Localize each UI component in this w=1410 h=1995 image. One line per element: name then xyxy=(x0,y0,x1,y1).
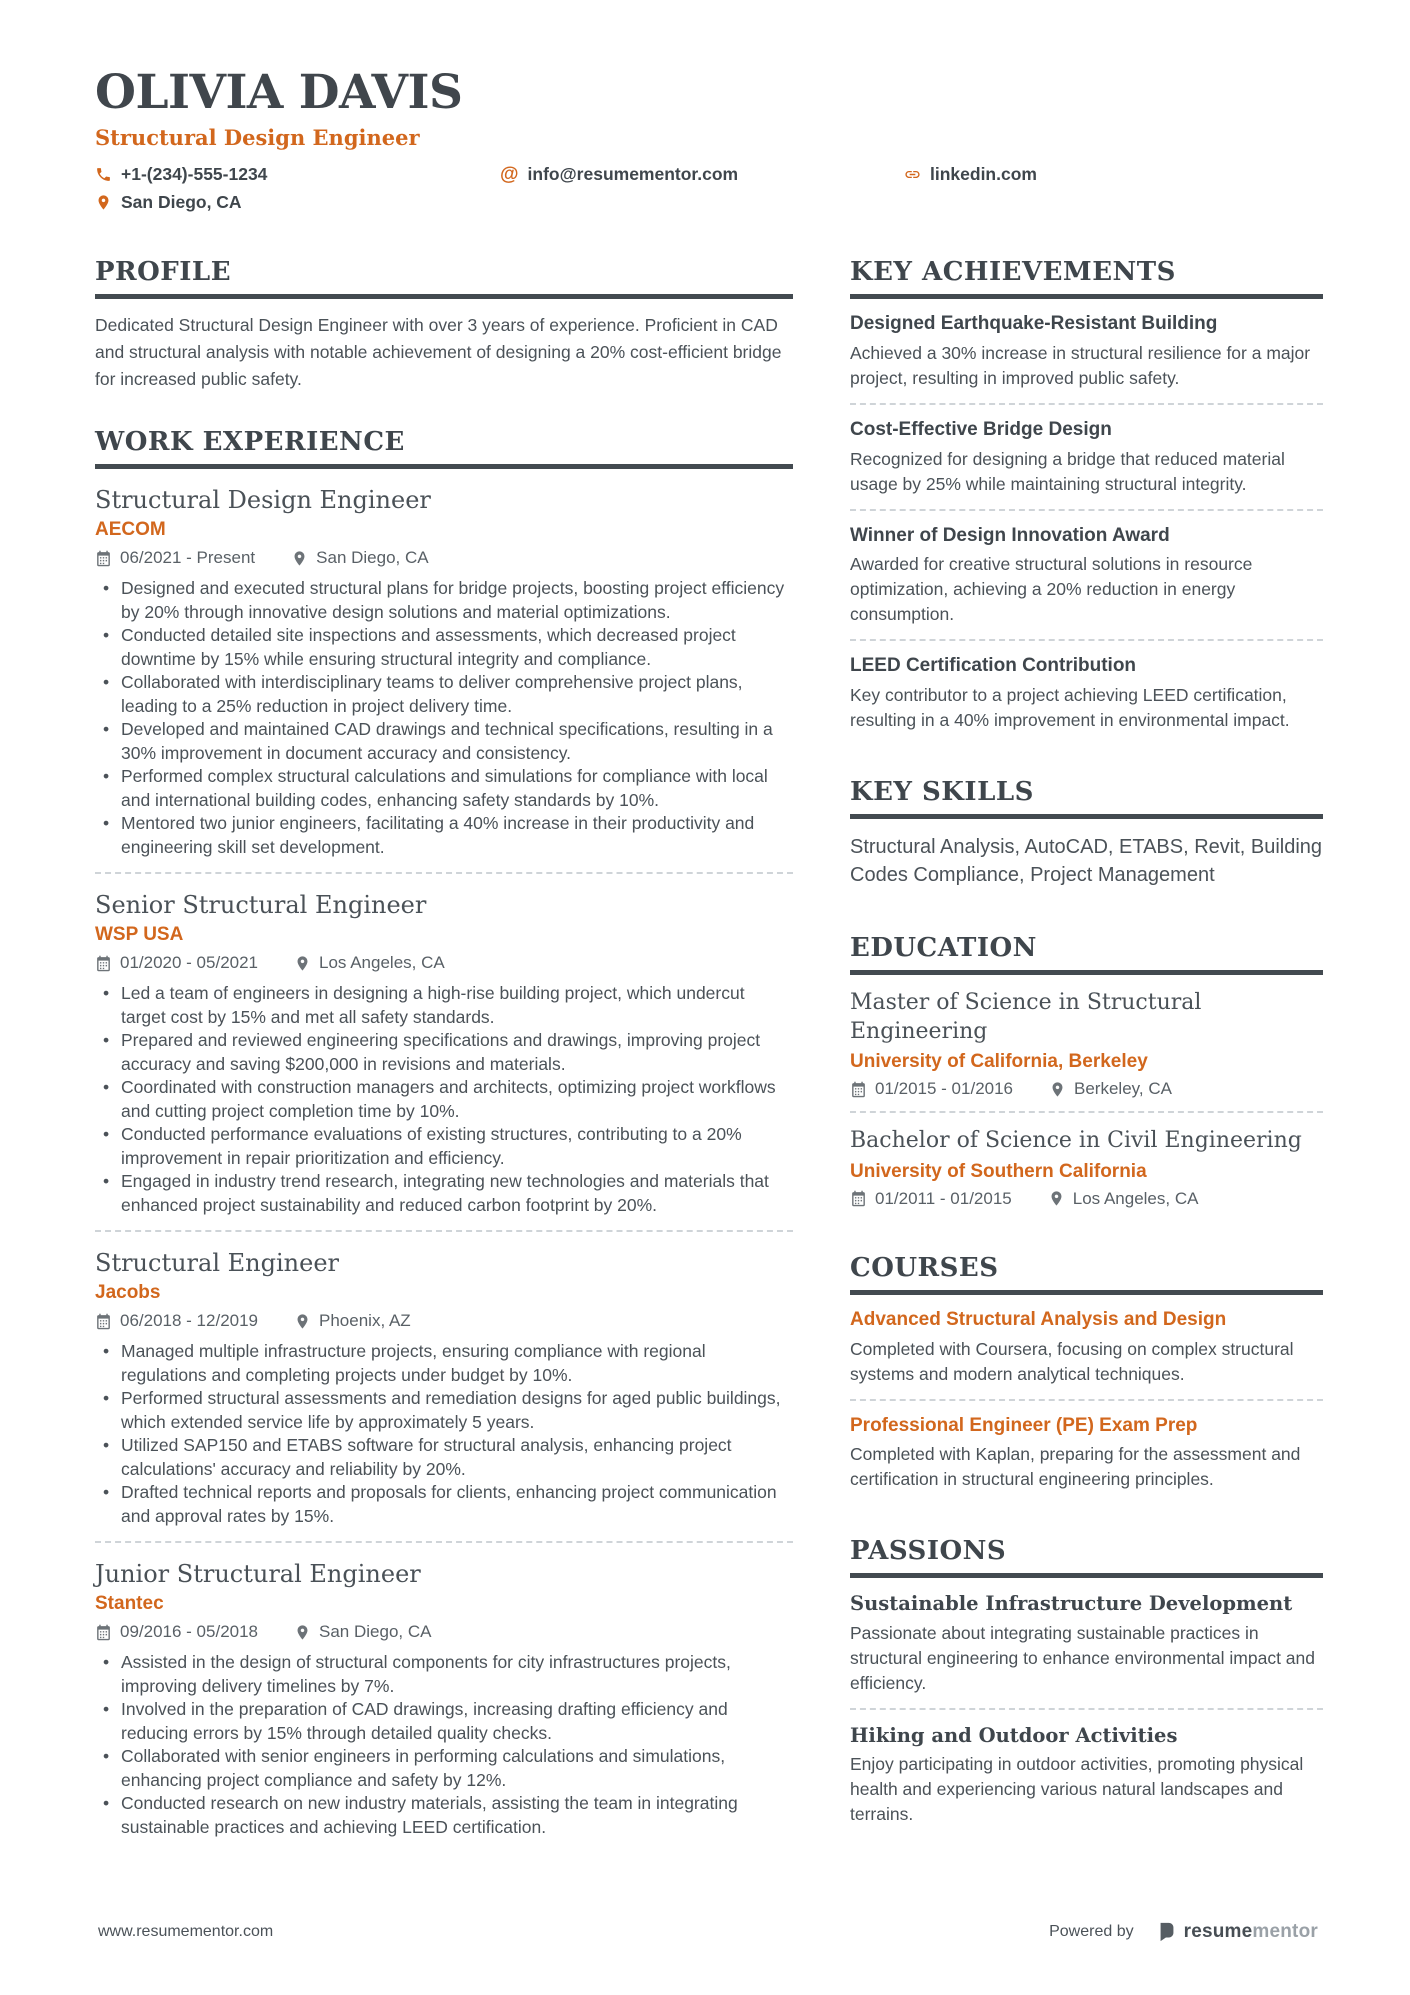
achievement-item xyxy=(850,418,1323,497)
bullet-item: • Performed structural assessments and remediation designs for aged public buildings, which extended service life by approximately 5 years. xyxy=(95,1387,793,1434)
education-heading: EDUCATION xyxy=(850,933,1323,975)
course-title: Advanced Structural Analysis and Design xyxy=(850,1308,1227,1330)
job-dates xyxy=(95,1311,258,1331)
right-column xyxy=(850,257,1323,1827)
work-experience-heading: WORK EXPERIENCE xyxy=(95,427,793,469)
logo-text-light: mentor xyxy=(1252,1921,1318,1942)
phone-number: +1-(234)-555-1234 xyxy=(121,164,268,185)
calendar-icon xyxy=(95,1624,112,1641)
section-divider xyxy=(850,1708,1323,1710)
job-title: Structural Engineer xyxy=(95,1249,339,1278)
left-column xyxy=(95,257,793,1839)
degree-title: Bachelor of Science in Civil Engineering xyxy=(850,1128,1302,1154)
job-bullet-list xyxy=(95,1340,793,1528)
education-location-label: Berkeley, CA xyxy=(1074,1079,1172,1099)
course-title: Professional Engineer (PE) Exam Prep xyxy=(850,1414,1198,1436)
courses-section xyxy=(850,1253,1323,1492)
phone-contact xyxy=(95,164,500,185)
education-location-label: Los Angeles, CA xyxy=(1072,1188,1199,1208)
degree-title: Master of Science in Structural Engineering xyxy=(850,990,1202,1044)
location-pin-icon xyxy=(294,955,311,972)
job-title: Junior Structural Engineer xyxy=(95,1560,421,1589)
candidate-name: OLIVIA DAVIS xyxy=(95,65,463,120)
key-skills-heading: KEY SKILLS xyxy=(850,777,1323,819)
key-achievements-section xyxy=(850,257,1323,733)
section-divider xyxy=(850,1399,1323,1401)
education-entry xyxy=(850,1127,1323,1209)
job-location-label: San Diego, CA xyxy=(316,548,429,568)
location-pin-icon xyxy=(1049,1081,1066,1098)
bullet-item: • Conducted performance evaluations of existing structures, contributing to a 20% improvement in repair prioritization and efficiency. xyxy=(95,1123,793,1170)
section-divider xyxy=(95,872,793,874)
job-bullet-list xyxy=(95,982,793,1217)
school-name: University of Southern California xyxy=(850,1160,1147,1182)
achievement-title: LEED Certification Contribution xyxy=(850,655,1137,677)
achievement-item xyxy=(850,654,1323,733)
linkedin-label: linkedin.com xyxy=(930,164,1037,185)
location-pin-icon xyxy=(1048,1190,1065,1207)
achievement-title: Winner of Design Innovation Award xyxy=(850,524,1170,546)
job-entry xyxy=(95,890,793,1217)
bullet-item: • Utilized SAP150 and ETABS software for structural analysis, enhancing project calculations' accuracy and reliability by 20%. xyxy=(95,1434,793,1481)
section-divider xyxy=(850,1111,1323,1113)
bullet-item: • Mentored two junior engineers, facilitating a 40% increase in their productivity and engineering skill set development. xyxy=(95,812,793,859)
section-divider xyxy=(850,509,1323,511)
bullet-item: • Involved in the preparation of CAD drawings, increasing drafting efficiency and reducing errors by 15% through detailed quality checks. xyxy=(95,1698,793,1745)
course-item xyxy=(850,1308,1323,1387)
achievement-title: Designed Earthquake-Resistant Building xyxy=(850,313,1218,335)
email-address: info@resumementor.com xyxy=(527,164,739,185)
logo-text-bold: resume xyxy=(1183,1921,1253,1942)
bullet-item: • Engaged in industry trend research, integrating new technologies and materials that enhanced project sustainability and reduced carbon footprint by 20%. xyxy=(95,1170,793,1217)
education-location xyxy=(1049,1079,1172,1099)
education-dates-label: 01/2011 - 01/2015 xyxy=(875,1188,1012,1208)
calendar-icon xyxy=(850,1190,867,1207)
course-text: Completed with Kaplan, preparing for the assessment and certification in structural engineering principles. xyxy=(850,1444,1301,1490)
job-location-label: Los Angeles, CA xyxy=(319,953,445,973)
course-text: Completed with Coursera, focusing on complex structural systems and modern analytical techniques. xyxy=(850,1338,1294,1384)
link-icon xyxy=(904,166,921,183)
bullet-item: • Conducted detailed site inspections and assessments, which decreased project downtime by 15% while ensuring structural integrity and compliance. xyxy=(95,624,793,671)
section-divider xyxy=(850,403,1323,405)
achievement-item xyxy=(850,312,1323,391)
achievement-text: Awarded for creative structural solutions in resource optimization, achieving a 20% reduction in energy consumption. xyxy=(850,554,1253,625)
education-section xyxy=(850,933,1323,1209)
education-meta xyxy=(850,1079,1323,1099)
job-bullet-list xyxy=(95,1651,793,1839)
contact-row-primary xyxy=(95,164,1323,185)
job-dates-label: 01/2020 - 05/2021 xyxy=(120,953,259,973)
resume-header xyxy=(95,0,1323,213)
course-item xyxy=(850,1414,1323,1493)
work-experience-section xyxy=(95,427,793,1839)
job-meta xyxy=(95,1622,793,1642)
location-pin-icon xyxy=(95,194,112,211)
calendar-icon xyxy=(95,550,112,567)
job-dates xyxy=(95,953,258,973)
achievement-item xyxy=(850,524,1323,628)
key-achievements-heading: KEY ACHIEVEMENTS xyxy=(850,257,1323,299)
resumementor-logo-text xyxy=(1184,1921,1318,1943)
education-entry xyxy=(850,989,1323,1099)
contact-row-secondary xyxy=(95,192,1323,213)
job-location xyxy=(291,548,428,568)
education-dates-label: 01/2015 - 01/2016 xyxy=(875,1079,1014,1099)
education-location xyxy=(1048,1189,1199,1209)
courses-heading: COURSES xyxy=(850,1253,1323,1295)
passions-heading: PASSIONS xyxy=(850,1536,1323,1578)
job-location xyxy=(294,1311,411,1331)
location-contact xyxy=(95,192,242,213)
job-meta xyxy=(95,1311,793,1331)
education-dates xyxy=(850,1079,1013,1099)
bullet-item: • Designed and executed structural plans for bridge projects, boosting project efficiency by 20% through innovative design solutions and material optimizations. xyxy=(95,577,793,624)
job-entry xyxy=(95,1559,793,1839)
bullet-item: • Assisted in the design of structural components for city infrastructures projects, improving delivery timelines by 7%. xyxy=(95,1651,793,1698)
section-divider xyxy=(850,639,1323,641)
resumementor-logo-icon xyxy=(1156,1921,1178,1943)
job-dates xyxy=(95,1622,258,1642)
bullet-item: • Led a team of engineers in designing a high-rise building project, which undercut target cost by 15% and met all safety standards. xyxy=(95,982,793,1029)
powered-by-group xyxy=(1049,1921,1318,1943)
achievement-text: Achieved a 30% increase in structural resilience for a major project, resulting in improved public safety. xyxy=(850,343,1311,389)
passion-item xyxy=(850,1723,1323,1827)
calendar-icon xyxy=(95,955,112,972)
achievement-title: Cost-Effective Bridge Design xyxy=(850,419,1112,441)
bullet-item: • Managed multiple infrastructure projects, ensuring compliance with regional regulations and completing projects under budget by 10%. xyxy=(95,1340,793,1387)
passion-title: Hiking and Outdoor Activities xyxy=(850,1723,1178,1747)
email-contact[interactable] xyxy=(500,164,904,185)
location-pin-icon xyxy=(294,1624,311,1641)
calendar-icon xyxy=(95,1313,112,1330)
candidate-job-title: Structural Design Engineer xyxy=(95,125,420,151)
skills-list: Structural Analysis, AutoCAD, ETABS, Revit, Building Codes Compliance, Project Management xyxy=(850,836,1323,887)
company-name: Stantec xyxy=(95,1593,164,1615)
job-title: Structural Design Engineer xyxy=(95,486,431,515)
job-location xyxy=(294,1622,431,1642)
resumementor-logo[interactable] xyxy=(1156,1921,1318,1943)
education-meta xyxy=(850,1189,1323,1209)
at-icon: @ xyxy=(500,164,519,186)
phone-icon xyxy=(95,166,112,183)
company-name: WSP USA xyxy=(95,924,184,946)
school-name: University of California, Berkeley xyxy=(850,1051,1148,1073)
profile-section xyxy=(95,257,793,393)
bullet-item: • Developed and maintained CAD drawings and technical specifications, resulting in a 30% improvement in document accuracy and consistency. xyxy=(95,718,793,765)
job-bullet-list xyxy=(95,577,793,859)
job-meta xyxy=(95,953,793,973)
job-meta xyxy=(95,548,793,568)
job-entry xyxy=(95,1248,793,1528)
page-footer xyxy=(98,1921,1318,1943)
education-dates xyxy=(850,1189,1012,1209)
job-dates-label: 09/2016 - 05/2018 xyxy=(120,1622,259,1642)
passion-text: Passionate about integrating sustainable practices in structural engineering to enhance environmental impact and efficiency. xyxy=(850,1622,1316,1693)
company-name: Jacobs xyxy=(95,1282,161,1304)
location-pin-icon xyxy=(294,1313,311,1330)
job-dates xyxy=(95,548,255,568)
site-url-link[interactable]: www.resumementor.com xyxy=(98,1923,274,1940)
job-dates-label: 06/2021 - Present xyxy=(120,548,256,568)
job-title: Senior Structural Engineer xyxy=(95,891,427,920)
passion-title: Sustainable Infrastructure Development xyxy=(850,1592,1293,1616)
bullet-item: • Coordinated with construction managers and architects, optimizing project workflows and cutting project completion time by 10%. xyxy=(95,1076,793,1123)
linkedin-contact[interactable] xyxy=(904,164,1037,185)
bullet-item: • Drafted technical reports and proposals for clients, enhancing project communication and approval rates by 15%. xyxy=(95,1481,793,1528)
bullet-item: • Prepared and reviewed engineering specifications and drawings, improving project accuracy and saving $200,000 in revisions and materials. xyxy=(95,1029,793,1076)
key-skills-section xyxy=(850,777,1323,889)
calendar-icon xyxy=(850,1081,867,1098)
job-location-label: Phoenix, AZ xyxy=(319,1311,411,1331)
job-location-label: San Diego, CA xyxy=(319,1622,432,1642)
bullet-item: • Conducted research on new industry materials, assisting the team in integrating sustainable practices and achieving LEED certification. xyxy=(95,1792,793,1839)
section-divider xyxy=(95,1541,793,1543)
bullet-item: • Collaborated with interdisciplinary teams to deliver comprehensive project plans, leading to a 25% reduction in project delivery time. xyxy=(95,671,793,718)
achievement-text: Key contributor to a project achieving LEED certification, resulting in a 40% improvement in environmental impact. xyxy=(850,685,1290,731)
location-label: San Diego, CA xyxy=(121,192,242,213)
company-name: AECOM xyxy=(95,519,166,541)
passions-section xyxy=(850,1536,1323,1827)
achievement-text: Recognized for designing a bridge that reduced material usage by 25% while maintaining structural integrity. xyxy=(850,448,1285,494)
profile-summary: Dedicated Structural Design Engineer with over 3 years of experience. Proficient in CAD and structural analysis with notable achievement of designing a 20% cost-efficient bridge for increased public safety. xyxy=(95,315,782,390)
profile-heading: PROFILE xyxy=(95,257,793,299)
passion-text: Enjoy participating in outdoor activities, promoting physical health and experiencing various natural landscapes and terrains. xyxy=(850,1753,1304,1824)
bullet-item: • Performed complex structural calculations and simulations for compliance with local and international building codes, enhancing safety standards by 10%. xyxy=(95,765,793,812)
location-pin-icon xyxy=(291,550,308,567)
job-entry xyxy=(95,485,793,859)
bullet-item: • Collaborated with senior engineers in performing calculations and simulations, enhancing project compliance and safety by 12%. xyxy=(95,1745,793,1792)
section-divider xyxy=(95,1230,793,1232)
job-dates-label: 06/2018 - 12/2019 xyxy=(120,1311,259,1331)
passion-item xyxy=(850,1591,1323,1695)
powered-by-label: Powered by xyxy=(1049,1923,1134,1940)
job-location xyxy=(294,953,445,973)
